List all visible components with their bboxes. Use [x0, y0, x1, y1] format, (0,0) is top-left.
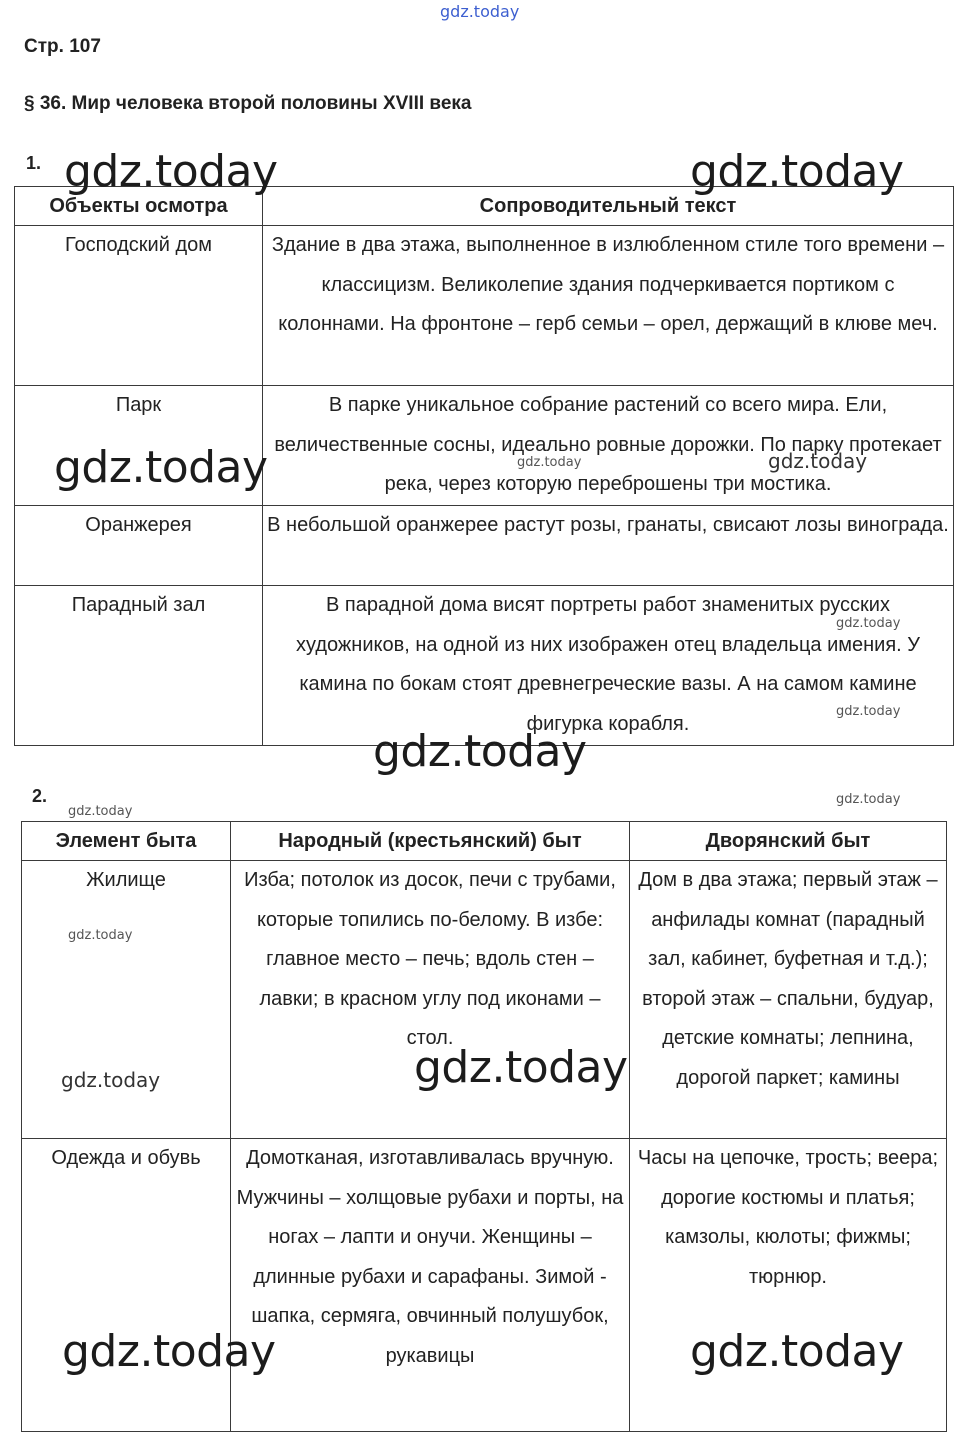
watermark: gdz.today [836, 792, 901, 807]
watermark: gdz.today [690, 146, 904, 197]
table-row [15, 226, 954, 386]
object-cell: Господский дом [15, 226, 263, 386]
watermark-top: gdz.today [440, 2, 520, 21]
watermark: gdz.today [517, 455, 582, 470]
noble-cell: Дом в два этажа; первый этаж – анфилады комнат (парадный зал, кабинет, буфетная и т.д.); второй этаж – спальни, будуар, детские комнаты; лепнина, дорогой паркет; камины [630, 861, 947, 1139]
header-peasant: Народный (крестьянский) быт [231, 822, 630, 861]
peasant-cell: Изба; потолок из досок, печи с трубами, которые топились по-белому. В избе: главное место – печь; вдоль стен – лавки; в красном углу под иконами – стол. [231, 861, 630, 1139]
task-1-number: 1. [26, 153, 42, 173]
watermark: gdz.today [836, 616, 901, 631]
table-row [15, 586, 954, 746]
description-cell: В небольшой оранжерее растут розы, гранаты, свисают лозы винограда. [263, 506, 954, 586]
watermark: gdz.today [54, 442, 268, 493]
watermark: gdz.today [836, 704, 901, 719]
object-cell: Парк [15, 386, 263, 506]
table-row [15, 506, 954, 586]
header-description: Сопроводительный текст [263, 187, 954, 226]
page-reference: Стр. 107 [24, 36, 101, 57]
watermark: gdz.today [68, 928, 133, 943]
watermark: gdz.today [373, 726, 587, 777]
table-row [22, 861, 947, 1139]
header-objects: Объекты осмотра [15, 187, 263, 226]
watermark: gdz.today [64, 146, 278, 197]
description-cell: В парке уникальное собрание растений со всего мира. Ели, величественные сосны, идеально ровные дорожки. По парку протекает река, через которую переброшены три мостика. [263, 386, 954, 506]
element-cell: Жилище [22, 861, 231, 1139]
object-cell: Парадный зал [15, 586, 263, 746]
description-cell: Здание в два этажа, выполненное в излюбленном стиле того времени – классицизм. Великолепие здания подчеркивается портиком с колоннами. На фронтоне – герб семьи – орел, держащий в клюве меч. [263, 226, 954, 386]
element-cell: Одежда и обувь [22, 1139, 231, 1432]
watermark: gdz.today [768, 449, 868, 473]
watermark: gdz.today [62, 1326, 276, 1377]
description-cell: В парадной дома висят портреты работ знаменитых русских художников, на одной из них изображен отец владельца имения. У камина по бокам стоят древнегреческие вазы. А на самом камине фигурка корабля. [263, 586, 954, 746]
watermark: gdz.today [61, 1068, 161, 1092]
header-noble: Дворянский быт [630, 822, 947, 861]
task-2-number: 2. [32, 786, 48, 806]
table-row [22, 1139, 947, 1432]
watermark: gdz.today [690, 1326, 904, 1377]
section-title: § 36. Мир человека второй половины XVIII века [24, 93, 472, 114]
watermark: gdz.today [414, 1042, 628, 1093]
object-cell: Оранжерея [15, 506, 263, 586]
peasant-cell: Домотканая, изготавливалась вручную. Мужчины – холщовые рубахи и порты, на ногах – лапти и онучи. Женщины – длинные рубахи и сарафаны. Зимой - шапка, сермяга, овчинный полушубок, рукавицы [231, 1139, 630, 1432]
watermark: gdz.today [68, 804, 133, 819]
noble-cell: Часы на цепочке, трость; веера; дорогие костюмы и платья; камзолы, кюлоты; фижмы; тюрнюр. [630, 1139, 947, 1432]
header-element: Элемент быта [22, 822, 231, 861]
table-header-row [22, 822, 947, 861]
